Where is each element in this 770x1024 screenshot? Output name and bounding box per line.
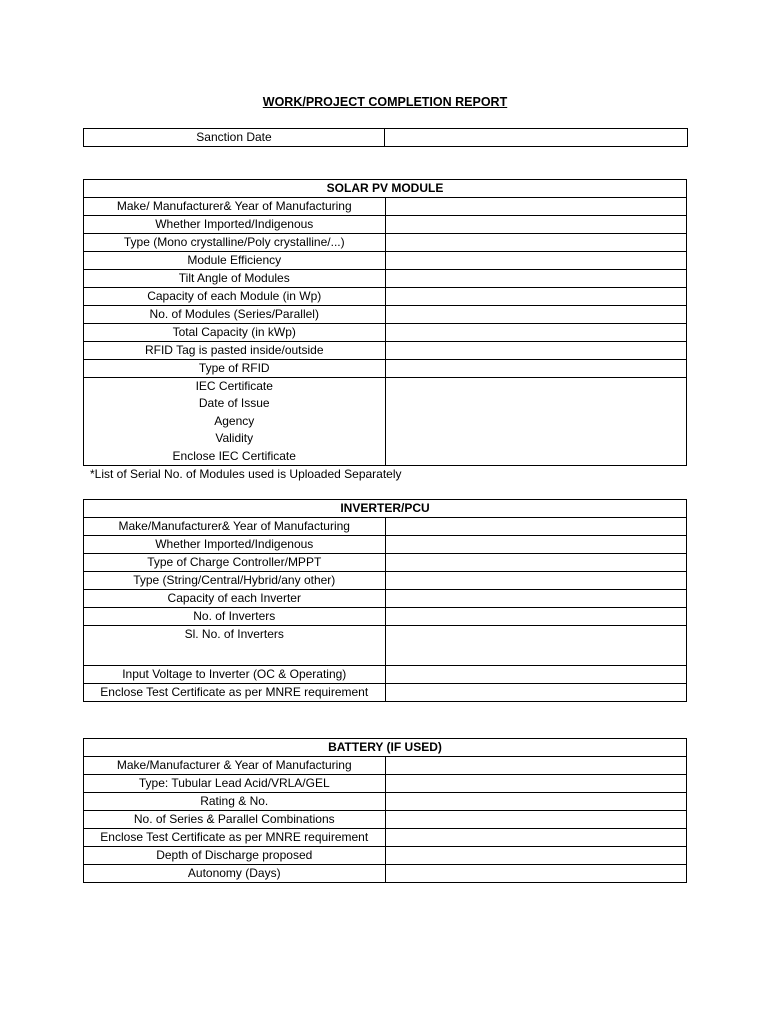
value-field[interactable] [385, 270, 687, 288]
row-label: Type (Mono crystalline/Poly crystalline/...) [84, 234, 386, 252]
value-field[interactable] [385, 342, 687, 360]
table-row [84, 608, 687, 626]
value-field[interactable] [385, 847, 687, 865]
serial-inverters-label: Sl. No. of Inverters [84, 626, 386, 666]
table-row [84, 180, 687, 198]
value-field[interactable] [385, 757, 687, 775]
serial-list-note: *List of Serial No. of Modules used is Uploaded Separately [90, 467, 402, 481]
value-field[interactable] [385, 536, 687, 554]
row-label: Make/ Manufacturer& Year of Manufacturing [84, 198, 386, 216]
table-row [84, 378, 687, 466]
row-label: No. of Modules (Series/Parallel) [84, 306, 386, 324]
row-label: Enclose Test Certificate as per MNRE requirement [84, 684, 386, 702]
row-label: No. of Inverters [84, 608, 386, 626]
inverter-heading: INVERTER/PCU [84, 500, 687, 518]
table-row [84, 572, 687, 590]
row-label: Capacity of each Inverter [84, 590, 386, 608]
value-field[interactable] [385, 684, 687, 702]
sanction-table [83, 128, 688, 147]
value-field[interactable] [385, 608, 687, 626]
value-field[interactable] [385, 829, 687, 847]
report-title: WORK/PROJECT COMPLETION REPORT [262, 95, 508, 109]
inverter-table [83, 499, 687, 702]
value-field[interactable] [385, 252, 687, 270]
table-row [84, 270, 687, 288]
sanction-date-field[interactable] [385, 129, 688, 147]
solar-pv-heading: SOLAR PV MODULE [84, 180, 687, 198]
table-row [84, 865, 687, 883]
value-field[interactable] [385, 306, 687, 324]
table-row [84, 518, 687, 536]
value-field[interactable] [385, 865, 687, 883]
row-label: Type of RFID [84, 360, 386, 378]
iec-line: IEC Certificate [195, 379, 273, 393]
table-row [84, 666, 687, 684]
value-field[interactable] [385, 198, 687, 216]
serial-inverters-field[interactable] [385, 626, 687, 666]
table-row [84, 829, 687, 847]
row-label: RFID Tag is pasted inside/outside [84, 342, 386, 360]
solar-pv-table [83, 179, 687, 466]
row-label: Depth of Discharge proposed [84, 847, 386, 865]
table-row [84, 500, 687, 518]
row-label: Type of Charge Controller/MPPT [84, 554, 386, 572]
row-label: Whether Imported/Indigenous [84, 536, 386, 554]
table-row [84, 739, 687, 757]
iec-line: Enclose IEC Certificate [172, 448, 296, 463]
table-row [84, 793, 687, 811]
table-row [84, 360, 687, 378]
row-label: No. of Series & Parallel Combinations [84, 811, 386, 829]
table-row [84, 626, 687, 666]
iec-line: Date of Issue [198, 396, 270, 411]
table-row [84, 234, 687, 252]
iec-certificate-label [84, 378, 386, 466]
row-label: Input Voltage to Inverter (OC & Operating) [84, 666, 386, 684]
table-row [84, 590, 687, 608]
table-row [84, 811, 687, 829]
battery-heading: BATTERY (IF USED) [84, 739, 687, 757]
row-label: Tilt Angle of Modules [84, 270, 386, 288]
table-row [84, 342, 687, 360]
iec-line: Validity [215, 431, 254, 446]
value-field[interactable] [385, 216, 687, 234]
value-field[interactable] [385, 554, 687, 572]
table-row [84, 536, 687, 554]
row-label: Autonomy (Days) [84, 865, 386, 883]
value-field[interactable] [385, 666, 687, 684]
value-field[interactable] [385, 811, 687, 829]
iec-line: Agency [214, 413, 255, 428]
table-row [84, 684, 687, 702]
row-label: Enclose Test Certificate as per MNRE requirement [84, 829, 386, 847]
value-field[interactable] [385, 234, 687, 252]
battery-table [83, 738, 687, 883]
table-row [84, 216, 687, 234]
value-field[interactable] [385, 793, 687, 811]
iec-certificate-field[interactable] [385, 378, 687, 466]
table-row [84, 554, 687, 572]
table-row [84, 252, 687, 270]
value-field[interactable] [385, 324, 687, 342]
table-row [84, 288, 687, 306]
row-label: Type (String/Central/Hybrid/any other) [84, 572, 386, 590]
value-field[interactable] [385, 288, 687, 306]
row-label: Whether Imported/Indigenous [84, 216, 386, 234]
row-label: Module Efficiency [84, 252, 386, 270]
table-row [84, 306, 687, 324]
value-field[interactable] [385, 518, 687, 536]
value-field[interactable] [385, 775, 687, 793]
row-label: Make/Manufacturer & Year of Manufacturing [84, 757, 386, 775]
value-field[interactable] [385, 590, 687, 608]
sanction-date-label: Sanction Date [84, 129, 385, 147]
row-label: Total Capacity (in kWp) [84, 324, 386, 342]
row-label: Type: Tubular Lead Acid/VRLA/GEL [84, 775, 386, 793]
table-row [84, 324, 687, 342]
table-row [84, 757, 687, 775]
table-row [84, 775, 687, 793]
row-label: Rating & No. [84, 793, 386, 811]
table-row [84, 847, 687, 865]
table-row [84, 198, 687, 216]
value-field[interactable] [385, 360, 687, 378]
row-label: Make/Manufacturer& Year of Manufacturing [84, 518, 386, 536]
table-row [84, 129, 688, 147]
row-label: Capacity of each Module (in Wp) [84, 288, 386, 306]
value-field[interactable] [385, 572, 687, 590]
